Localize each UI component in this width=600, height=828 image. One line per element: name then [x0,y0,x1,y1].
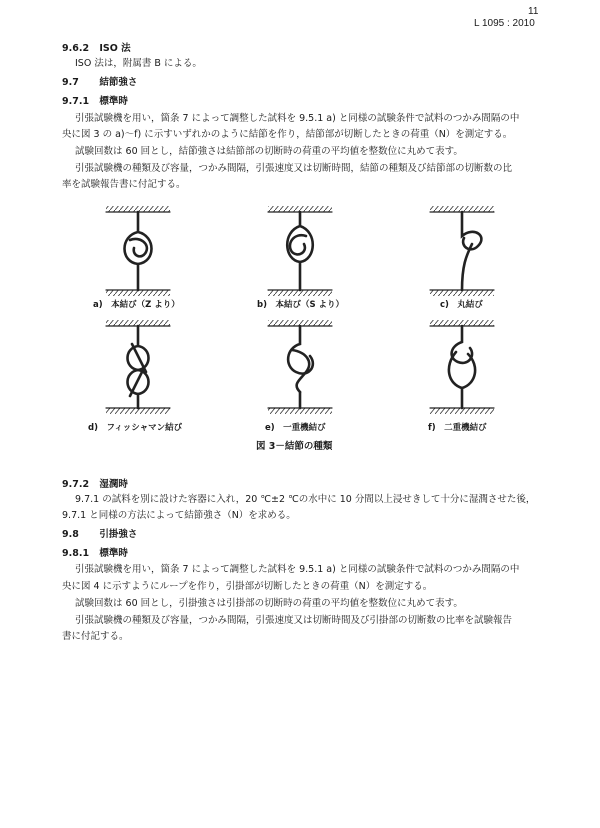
figure-caption-d: d) フィッシャマン結び [88,423,183,433]
section-9-8-heading [62,526,137,540]
paragraph-line: 引張試験機の種類及び容量，つかみ間隔，引張速度又は切断時間及び引掛部の切断数の比率を試験報告 [75,615,513,626]
paragraph-line: 9.7.1 の試料を別に設けた容器に入れ，20 ℃±2 ℃の水中に 10 分間以上浸せきして十分に湿潤させた後， [75,494,536,505]
section-number: 9.6.2 [62,43,90,54]
figure-caption-c: c) 丸結び [440,300,483,310]
section-9-6-2-body: ISO 法は，附属書 B による。 [75,58,202,69]
paragraph-line: 9.7.1 と同様の方法によって結節強さ（N）を求める。 [62,510,296,521]
figure-caption-b: b) 本結び（S より） [257,300,345,310]
paragraph-line: 央に図 3 の a)〜f) に示すいずれかのように結節を作り，結節部が切断したときの荷重（N）を測定する。 [62,129,513,140]
page-number: 11 [528,6,539,17]
standard-code: L 1095 : 2010 [474,18,535,29]
paragraph-line: 央に図 4 に示すようにループを作り，引掛部が切断したときの荷重（N）を測定する。 [62,581,433,592]
section-title: 湿潤時 [99,479,128,490]
paragraph-line: 試験回数は 60 回とし，結節強さは結節部の切断時の荷重の平均値を整数位に丸めて表す。 [75,146,463,157]
paragraph-line: 試験回数は 60 回とし，引掛強さは引掛部の切断時の荷重の平均値を整数位に丸めて表す。 [75,598,463,609]
paragraph-line: 引張試験機を用い，箇条 7 によって調整した試料を 9.5.1 a) と同様の試験条件で試料のつかみ間隔の中 [75,113,520,124]
section-number: 9.8 [62,529,79,540]
paragraph-line: 引張試験機を用い，箇条 7 によって調整した試料を 9.5.1 a) と同様の試験条件で試料のつかみ間隔の中 [75,564,520,575]
section-title: ISO 法 [99,43,131,54]
paragraph-line: 率を試験報告書に付記する。 [62,179,186,190]
figure-caption-a: a) 本結び（Z より） [93,300,180,310]
section-number: 9.7 [62,77,79,88]
section-title: 標準時 [99,96,128,107]
knot-c-overhand-icon [430,206,494,296]
section-number: 9.7.2 [62,479,90,490]
figure-title: 図 3－結節の種類 [256,441,333,452]
paragraph-line: 引張試験機の種類及び容量，つかみ間隔，引張速度又は切断時間，結節の種類及び結節部の切断数の比 [75,163,513,174]
section-number: 9.7.1 [62,96,90,107]
figure-caption-e: e) 一重機結び [265,423,326,433]
knot-b-square-s-icon [268,206,332,296]
section-title: 標準時 [99,548,128,559]
knot-d-fisherman-icon [106,320,170,414]
knot-a-square-z-icon [106,206,170,296]
figure-caption-f: f) 二重機結び [428,423,487,433]
paragraph-line: 書に付記する。 [62,631,129,642]
knot-e-single-bowline-icon [268,320,332,414]
section-number: 9.8.1 [62,548,90,559]
section-title: 結節強さ [99,77,138,88]
section-9-7-2-heading [62,476,128,490]
knot-f-double-bowline-icon [430,320,494,414]
section-9-8-1-heading [62,545,128,559]
section-title: 引掛強さ [99,529,138,540]
